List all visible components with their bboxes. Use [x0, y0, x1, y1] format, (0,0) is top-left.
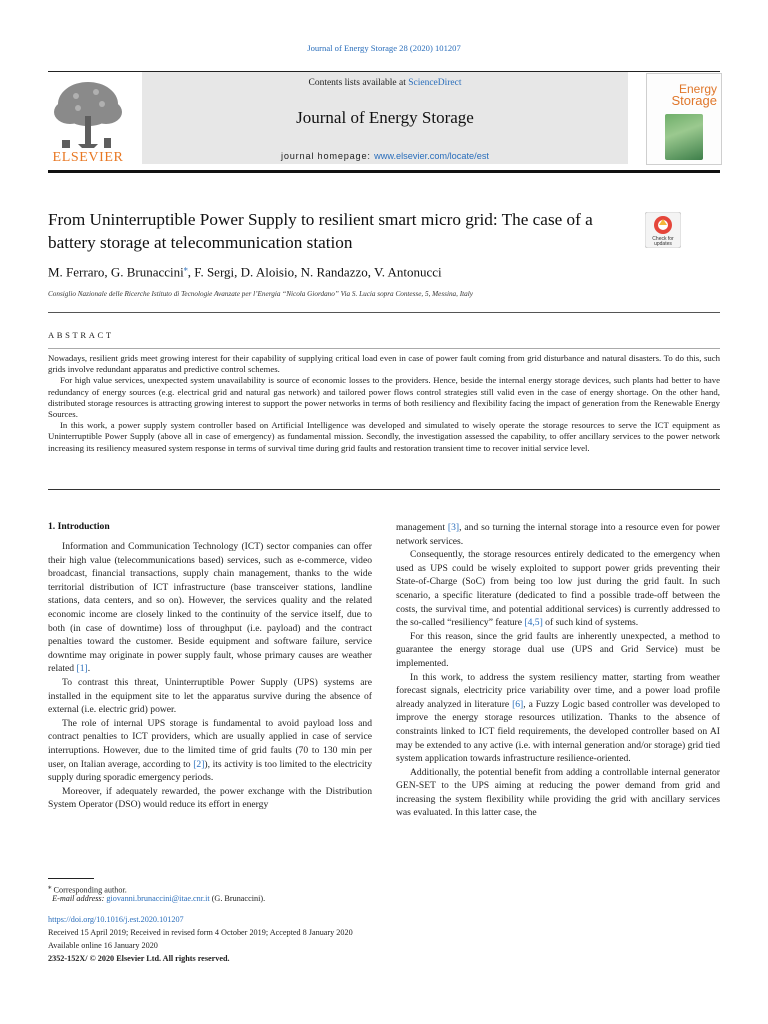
sciencedirect-link[interactable]: ScienceDirect — [408, 78, 462, 88]
paragraph-text: Information and Communication Technology (ICT) sector companies can offer their high value (telecommunications based) services, such as e-commerce, video broadcast, financial transactions, supply chain management, thanks to the wide territorial distribution of ICT infrastructure (base transceiver stations, landline stations, data centers, and so on). However, the services quality and the related economic income are closely linked to the continuity of the service itself, due to both (in case of downtime) loss of throughput (i.e. payload) and the contract penalties toward the customer. Beside equipment and software failure, service downtime may originate in power supply fault, whose primary causes are weather related — [48, 541, 372, 675]
body-paragraph: Moreover, if adequately rewarded, the power exchange with the Distribution System Operator (DSO) would reduce its effort in energy — [48, 785, 372, 811]
crossmark-icon[interactable] — [645, 212, 681, 248]
reference-link[interactable]: [1] — [76, 663, 88, 675]
journal-header-band — [142, 72, 628, 164]
paragraph-text: The role of internal UPS storage is fundamental to avoid payload loss and contract penalties to ICT providers, which are usually applied in case of service interruptions. However, due to the limited time of grid faults (70 to 130 min per user, on Italian average, according to — [48, 717, 372, 770]
abstract-paragraph: Nowadays, resilient grids meet growing interest for their capability of supplying critical load even in case of power fault coming from grid disturbance and natural disasters. To do this, such grids involve redundant apparatus and predictive control schemes. — [48, 353, 720, 375]
contents-prefix: Contents lists available at — [308, 78, 409, 88]
paragraph-text: , a Fuzzy Logic based controller was developed to improve the energy storage resources utilization. Thanks to the absence of constraints linked to ICT field requirements, the developed controller based on AI may be extended to any active (i.e. with internal generation and/or storage) grid tied system application towards infrastructure resilience-oriented. — [396, 698, 720, 765]
body-paragraph — [396, 671, 720, 766]
paragraph-text: In this work, to address the system resiliency matter, starting from weather forecast signals, electricity price variability over time, and a power load profile already analyzed in literature — [396, 671, 720, 710]
abstract-heading-rule — [48, 348, 720, 349]
footnote-rule — [48, 878, 94, 879]
cover-artwork — [665, 114, 703, 160]
body-paragraph — [48, 717, 372, 785]
homepage-link[interactable]: www.elsevier.com/locate/est — [374, 151, 489, 161]
paragraph-text: of such kind of systems. — [542, 617, 639, 629]
abstract-heading: ABSTRACT — [48, 330, 114, 340]
crossmark-label-line1: Check for — [652, 236, 674, 242]
body-right-column — [396, 521, 720, 820]
doi-link[interactable]: https://doi.org/10.1016/j.est.2020.101207 — [48, 915, 184, 924]
article-title: From Uninterruptible Power Supply to resilient smart micro grid: The case of a battery storage at telecommunication station — [48, 210, 593, 252]
body-paragraph: Additionally, the potential benefit from adding a controllable internal generator GEN-SET to the UPS aiming at reducing the power demand from grid and increasing the system flexibility while providing the grid with ancillary services was evaluated. In this latter case, the — [396, 766, 720, 819]
body-paragraph — [396, 548, 720, 630]
email-label: E-mail address: — [52, 894, 105, 903]
contents-availability — [142, 78, 628, 88]
author-list — [48, 264, 442, 280]
paragraph-text: . — [87, 663, 91, 675]
reference-link[interactable]: [6] — [512, 698, 524, 710]
cover-title — [651, 83, 717, 107]
corresponding-author-mark[interactable]: ⁎ — [183, 264, 188, 273]
copyright-notice: 2352-152X/ © 2020 Elsevier Ltd. All rights reserved. — [48, 954, 230, 963]
paragraph-text: management — [396, 522, 448, 533]
paragraph-text: , and so turning the internal storage into a resource even for power network services. — [396, 522, 720, 547]
abstract-paragraph: For high value services, unexpected system unavailability is source of economic losses to the providers. Hence, beside the internal energy storage devices, such plants had better to have redundancy of energy sources (e.g. electrical grid and natural gas network) and tailored power flows control strategies still valid even in the case of energy shortage. On the other hand, distributed storage resources is attracting growing interest to support the power networks in terms of both resiliency and flexibility facing the impact of generation from the Renewable Energy Sources. — [48, 375, 720, 420]
email-link[interactable]: giovanni.brunaccini@itae.cnr.it — [106, 894, 210, 903]
authors-rest: , F. Sergi, D. Aloisio, N. Randazzo, V. Antonucci — [187, 264, 442, 280]
elsevier-wordmark: ELSEVIER — [52, 150, 124, 165]
footnote-email — [48, 893, 265, 904]
reference-link[interactable]: [3] — [447, 522, 460, 533]
crossmark-label-line2: updates — [654, 241, 672, 247]
header-thick-rule — [48, 170, 720, 173]
body-left-column — [48, 540, 372, 812]
cover-title-line2: Storage — [671, 93, 717, 108]
paragraph-text: ), its activity is too limited to the electricity supply during sporadic emergency periods. — [48, 758, 372, 784]
body-paragraph: For this reason, since the grid faults are inherently unexpected, a method to guarantee the energy storage dual use (UPS and Grid Service) must be implemented. — [396, 630, 720, 669]
section-heading-introduction: 1. Introduction — [48, 521, 110, 532]
available-online-date: Available online 16 January 2020 — [48, 941, 158, 950]
paragraph-text: Consequently, the storage resources entirely dedicated to the emergency when used as UPS could be wisely exploited to support power grids preventing their State-of-Charge (SoC) from being too low just during the grid fault. In such scenario, a specific literature (dedicated to find a possible trade-off between the costs, the survival time, and potential additional services) is currently addressed to the so-called “resiliency” feature — [396, 549, 720, 629]
footnote-corresponding-text: Corresponding author. — [53, 885, 127, 895]
journal-citation-link[interactable]: Journal of Energy Storage 28 (2020) 101207 — [307, 43, 461, 53]
author-affiliation: Consiglio Nazionale delle Ricerche Istituto di Tecnologie Avanzate per l’Energia “Nicola Giordano” Via S. Lucia sopra Contesse, 5, Messina, Italy — [48, 290, 473, 298]
reference-link[interactable]: [2] — [193, 758, 205, 770]
body-paragraph: To contrast this threat, Uninterruptible Power Supply (UPS) systems are installed in the equipment site to let the apparatus survive during the absence of external (i.e. electric grid) power. — [48, 676, 372, 716]
footnote-mark: ⁎ — [48, 883, 52, 891]
abstract-body — [48, 353, 720, 454]
abstract-end-rule — [48, 489, 720, 490]
reference-link[interactable]: [4,5] — [524, 617, 543, 629]
authors-first: M. Ferraro, G. Brunaccini — [48, 264, 184, 280]
homepage-label: journal homepage: — [281, 151, 375, 161]
cover-title-line1: Energy — [678, 82, 717, 96]
journal-title: Journal of Energy Storage — [296, 108, 474, 127]
article-dates: Received 15 April 2019; Received in revised form 4 October 2019; Accepted 8 January 2020 — [48, 928, 353, 937]
body-paragraph — [396, 521, 720, 548]
abstract-paragraph: In this work, a power supply system controller based on Artificial Intelligence was developed and simulated to wisely operate the storage resources to serve the ICT equipment as Uninterruptible Power Supply (above all in case of emergency) as fundamental mission. Secondly, the investigation assessed the capability, to offer ancillary services to the power network increasing its resiliency measured system response in terms of survival time during grid faults and restoration transient time to recover initial service level. — [48, 420, 720, 453]
journal-homepage — [142, 151, 628, 161]
email-owner: (G. Brunaccini). — [209, 894, 266, 903]
journal-cover-thumbnail[interactable] — [646, 73, 722, 165]
affiliation-rule — [48, 312, 720, 313]
body-paragraph — [48, 540, 372, 676]
